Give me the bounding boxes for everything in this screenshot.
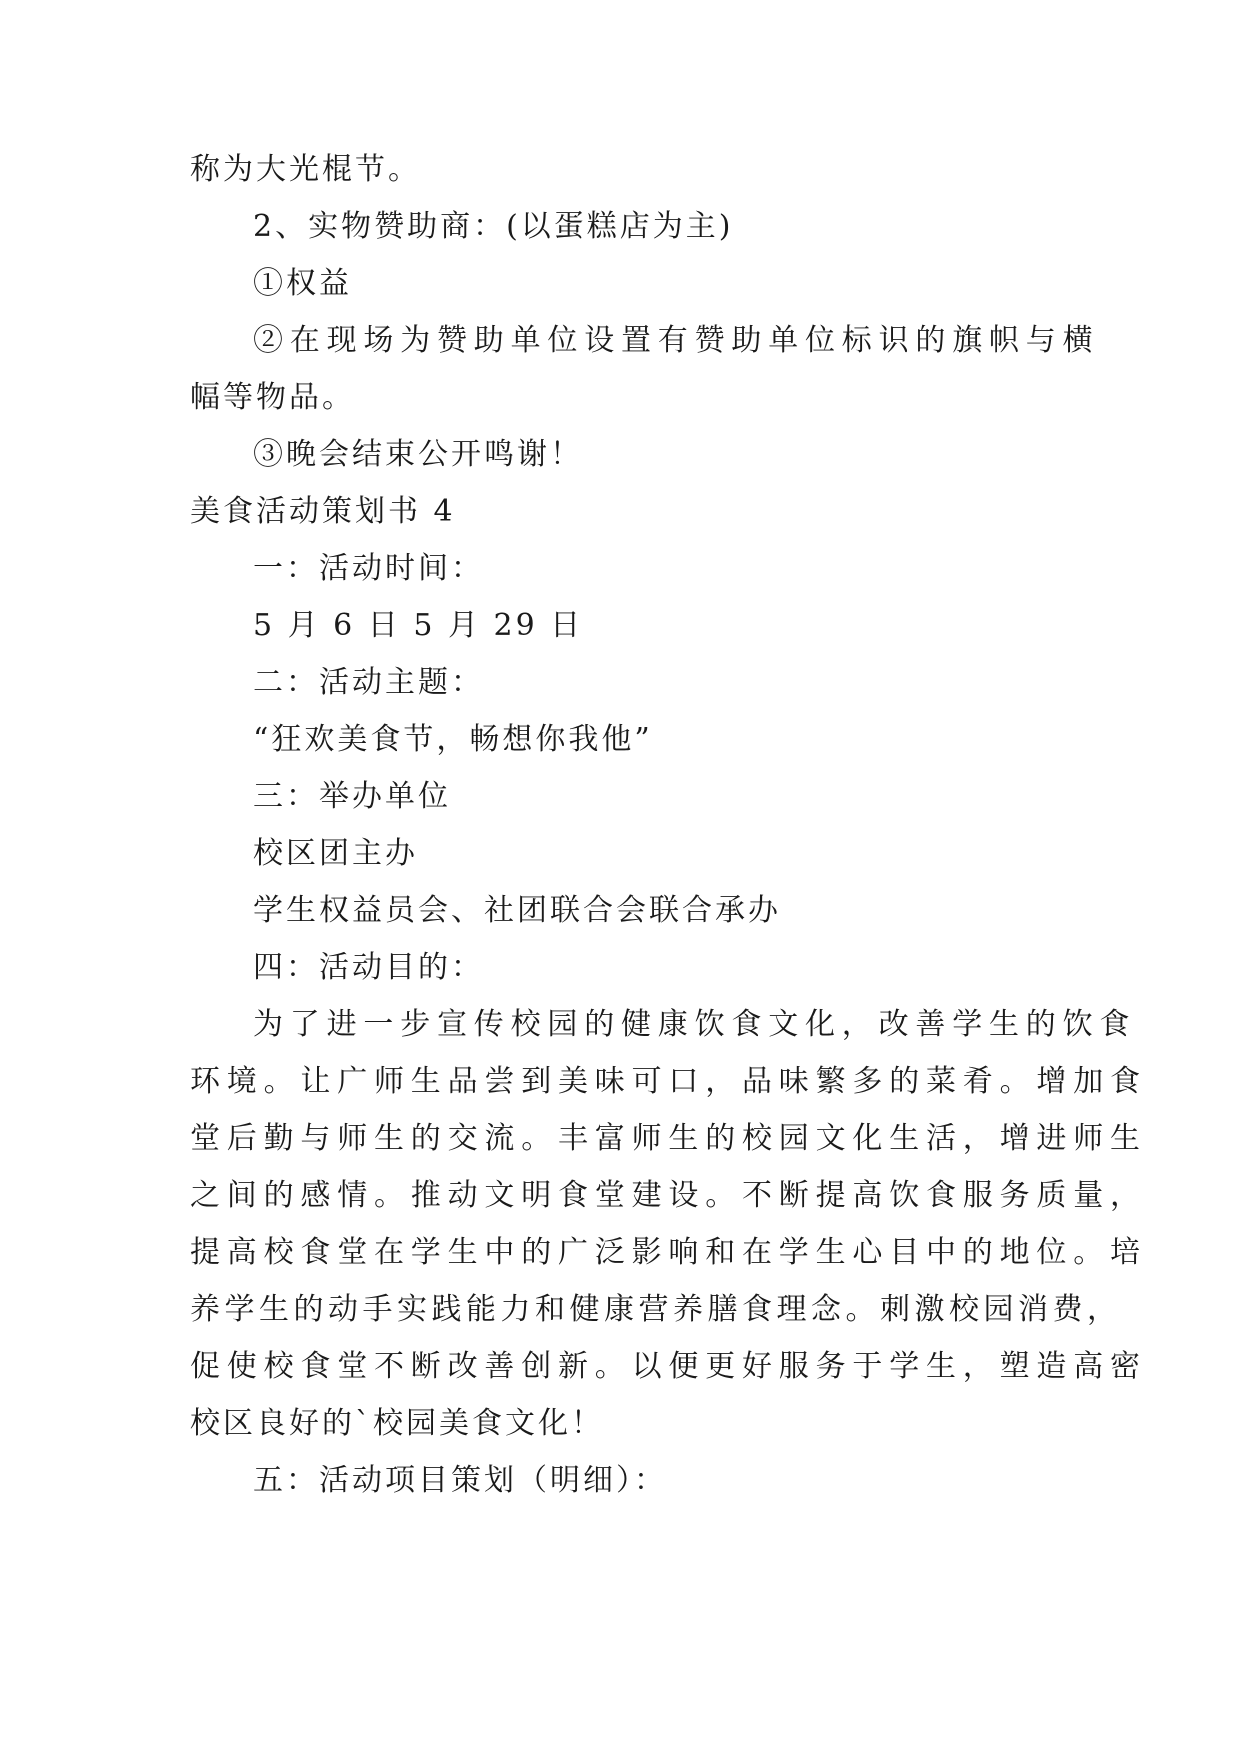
sub-item-thanks: ③晚会结束公开鸣谢！ [253,437,583,472]
purpose-paragraph-line: 之间的感情。推动文明食堂建设。不断提高饮食服务质量， [190,1178,1147,1213]
purpose-paragraph-line: 环境。让广师生品尝到美味可口，品味繁多的菜肴。增加食 [190,1064,1147,1099]
sub-item-banner: ②在现场为赞助单位设置有赞助单位标识的旗帜与横 [253,323,1100,358]
organizer-co-host: 学生权益员会、社团联合会联合承办 [253,893,781,928]
activity-theme: “狂欢美食节，畅想你我他” [253,722,653,757]
purpose-paragraph-line: 养学生的动手实践能力和健康营养膳食理念。刺激校园消费， [190,1292,1122,1327]
section-title: 美食活动策划书 4 [190,494,456,529]
list-item-sponsor: 2、实物赞助商：(以蛋糕店为主) [253,209,734,244]
heading-activity-purpose: 四：活动目的： [253,950,484,985]
purpose-paragraph-line: 校区良好的`校园美食文化！ [190,1406,604,1441]
heading-organizer: 三：举办单位 [253,779,451,814]
body-text-line: 幅等物品。 [190,380,355,415]
purpose-paragraph-line: 堂后勤与师生的交流。丰富师生的校园文化生活，增进师生 [190,1121,1147,1156]
heading-project-plan: 五：活动项目策划（明细）： [253,1463,667,1498]
activity-dates: 5 月 6 日 5 月 29 日 [253,608,584,643]
body-text-line: 称为大光棍节。 [190,152,421,187]
purpose-paragraph-line: 促使校食堂不断改善创新。以便更好服务于学生，塑造高密 [190,1349,1147,1384]
heading-activity-theme: 二：活动主题： [253,665,484,700]
heading-activity-time: 一：活动时间： [253,551,484,586]
purpose-paragraph-line: 为了进一步宣传校园的健康饮食文化，改善学生的饮食 [253,1007,1137,1042]
sub-item-rights: ①权益 [253,266,352,301]
purpose-paragraph-line: 提高校食堂在学生中的广泛影响和在学生心目中的地位。培 [190,1235,1147,1270]
organizer-host: 校区团主办 [253,836,418,871]
